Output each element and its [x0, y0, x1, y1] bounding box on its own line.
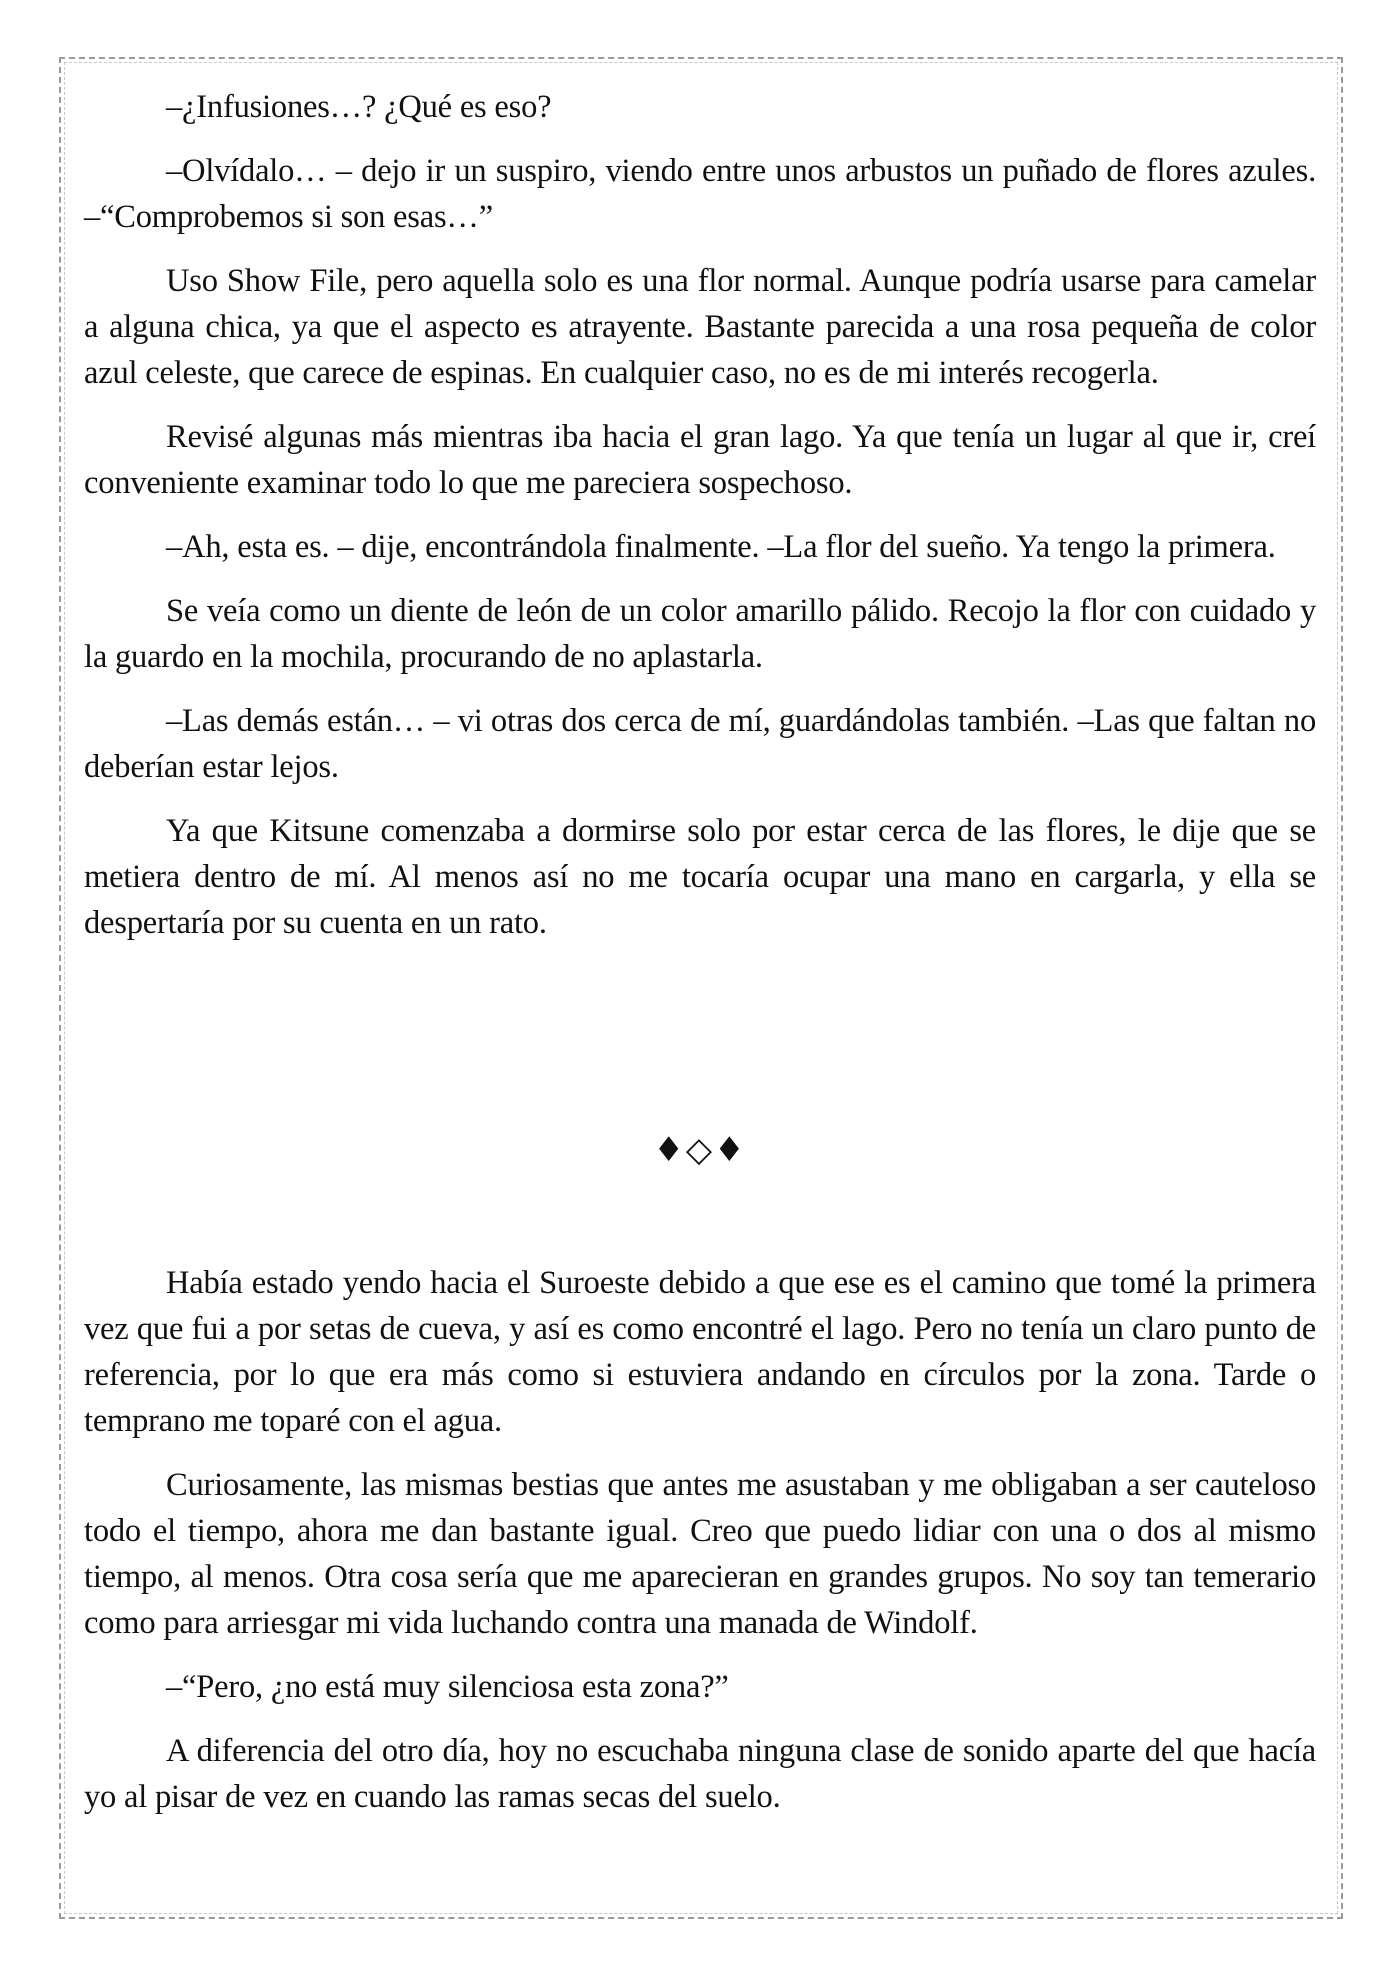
paragraph: Ya que Kitsune comenzaba a dormirse solo por estar cerca de las flores, le dije que se metiera dentro de mí. Al menos así no me tocaría ocupar una mano en cargarla, y ella se despertaría por su cuenta en un rato. — [84, 813, 1316, 941]
paragraph: –¿Infusiones…? ¿Qué es eso? — [166, 89, 552, 125]
paragraph: –Ah, esta es. – dije, encontrándola finalmente. –La flor del sueño. Ya tengo la primera. — [166, 529, 1276, 565]
paragraph: Se veía como un diente de león de un color amarillo pálido. Recojo la flor con cuidado y la guardo en la mochila, procurando de no aplastarla. — [84, 593, 1316, 675]
scene-separator: ♦◇♦ — [653, 1130, 747, 1170]
paragraph: –Las demás están… – vi otras dos cerca de mí, guardándolas también. –Las que faltan no deberían estar lejos. — [84, 703, 1316, 785]
paragraph: Había estado yendo hacia el Suroeste debido a que ese es el camino que tomé la primera vez que fui a por setas de cueva, y así es como encontré el lago. Pero no tenía un claro punto de referencia, por lo que era más como si estuviera andando en círculos por la zona. Tarde o temprano me toparé con el agua. — [84, 1265, 1316, 1439]
paragraph: Curiosamente, las mismas bestias que antes me asustaban y me obligaban a ser cauteloso todo el tiempo, ahora me dan bastante igual. Creo que puedo lidiar con una o dos al mismo tiempo, al menos. Otra cosa sería que me aparecieran en grandes grupos. No soy tan temerario como para arriesgar mi vida luchando contra una manada de Windolf. — [84, 1467, 1316, 1641]
text-section-1 — [84, 84, 1316, 964]
paragraph: Uso Show File, pero aquella solo es una flor normal. Aunque podría usarse para camelar a alguna chica, ya que el aspecto es atrayente. Bastante parecida a una rosa pequeña de color azul celeste, que carece de espinas. En cualquier caso, no es de mi interés recogerla. — [84, 263, 1316, 391]
paragraph: –“Pero, ¿no está muy silenciosa esta zona?” — [166, 1669, 729, 1705]
paragraph: A diferencia del otro día, hoy no escuchaba ninguna clase de sonido aparte del que hacía yo al pisar de vez en cuando las ramas secas del suelo. — [84, 1733, 1316, 1815]
text-section-2 — [84, 1260, 1316, 1838]
paragraph: –Olvídalo… – dejo ir un suspiro, viendo entre unos arbustos un puñado de flores azules. –“Comprobemos si son esas…” — [84, 153, 1316, 235]
paragraph: Revisé algunas más mientras iba hacia el gran lago. Ya que tenía un lugar al que ir, creí conveniente examinar todo lo que me pareciera sospechoso. — [84, 419, 1316, 501]
